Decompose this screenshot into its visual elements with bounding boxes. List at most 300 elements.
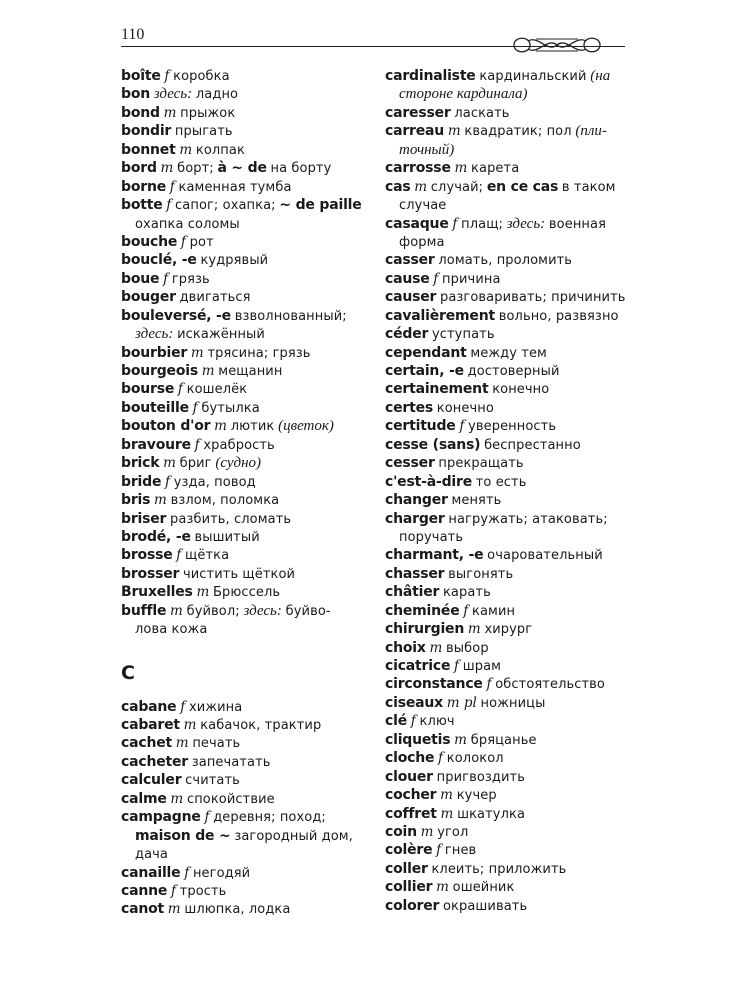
gender-mark: f <box>165 473 170 490</box>
translation: бряцанье <box>470 732 537 748</box>
entry <box>385 786 625 804</box>
entry <box>121 104 363 122</box>
entry <box>385 454 625 472</box>
headword: bonnet <box>121 141 176 158</box>
usage-note: точный) <box>399 141 455 158</box>
translation: деревня; поход; <box>213 810 326 826</box>
headword: colère <box>385 842 433 859</box>
entry <box>121 790 363 808</box>
entry <box>385 436 625 454</box>
gender-mark: f <box>180 698 186 715</box>
headword: cesser <box>385 455 435 472</box>
entry <box>121 882 363 900</box>
translation: кудрявый <box>200 253 269 269</box>
usage-note: (пли- <box>575 123 607 140</box>
translation: уверенность <box>468 419 557 435</box>
entry <box>121 510 363 528</box>
headword: carreau <box>385 123 445 140</box>
page-number: 110 <box>121 26 145 43</box>
headword: calme <box>121 790 167 807</box>
headword: bouleversé, -e <box>121 307 231 324</box>
entry <box>385 122 625 140</box>
translation: вышитый <box>194 529 260 545</box>
entry <box>121 159 363 177</box>
headword: chirurgien <box>385 621 465 638</box>
entry <box>121 528 363 546</box>
entry <box>121 491 363 509</box>
headword: bondir <box>121 123 172 140</box>
gender-mark: f <box>204 809 210 826</box>
translation: конечно <box>436 400 494 416</box>
entry <box>385 823 625 841</box>
translation: ножницы <box>480 695 546 711</box>
translation: поручать <box>399 529 464 545</box>
translation: ломать, проломить <box>438 253 573 269</box>
translation: то есть <box>475 474 527 490</box>
headword: caresser <box>385 104 451 121</box>
gender-mark: m <box>163 104 177 121</box>
gender-mark: m <box>183 717 197 733</box>
gender-mark: f <box>436 842 442 859</box>
entry <box>121 771 363 789</box>
headword: charmant, -e <box>385 547 484 564</box>
translation: карать <box>442 585 491 601</box>
headword: buffle <box>121 602 167 619</box>
gender-mark: f <box>452 215 458 232</box>
entry <box>121 251 363 269</box>
translation: угол <box>437 824 469 840</box>
entry-continuation <box>385 196 625 214</box>
usage-note: здесь: <box>243 602 282 619</box>
translation: квадратик; пол <box>464 124 572 140</box>
phrase: ~ de paille <box>279 197 362 214</box>
gender-mark: m <box>454 160 468 177</box>
translation: пригвоздить <box>436 769 525 785</box>
translation: буйво- <box>285 603 331 619</box>
translation: дача <box>135 847 169 863</box>
translation: гнев <box>444 843 477 859</box>
left-column <box>121 67 363 919</box>
entry <box>385 712 625 730</box>
translation: клеить; приложить <box>431 861 567 877</box>
headword: carrosse <box>385 160 451 177</box>
translation: ласкать <box>454 105 510 121</box>
headword: coin <box>385 823 417 840</box>
headword: cause <box>385 270 430 287</box>
translation: выгонять <box>448 566 514 582</box>
usage-note: здесь: <box>506 215 546 232</box>
phrase: à ~ de <box>217 160 267 177</box>
headword: calculer <box>121 772 182 789</box>
translation: нагружать; атаковать; <box>448 511 608 527</box>
headword: borne <box>121 178 167 195</box>
headword: certain, -e <box>385 363 464 379</box>
entry <box>121 864 363 882</box>
headword: casser <box>385 252 435 269</box>
translation: прекращать <box>438 456 524 472</box>
entry <box>385 399 625 417</box>
section-letter: C <box>121 661 135 684</box>
headword: ciseaux <box>385 694 443 711</box>
ornament-icon <box>508 32 606 58</box>
translation: Брюссель <box>213 585 281 601</box>
headword: cachet <box>121 735 172 752</box>
headword: coller <box>385 860 428 877</box>
translation: бутылка <box>201 400 260 416</box>
entry <box>121 85 363 103</box>
usage-note: (судно) <box>215 455 262 472</box>
entry <box>121 716 363 734</box>
gender-mark: f <box>180 233 186 250</box>
entry <box>121 808 363 826</box>
gender-mark: f <box>166 197 172 214</box>
entry <box>385 731 625 749</box>
gender-mark: f <box>463 602 469 619</box>
entry-continuation <box>121 325 363 343</box>
translation: окрашивать <box>443 898 528 914</box>
gender-mark: f <box>184 864 190 881</box>
entry-continuation <box>385 233 625 251</box>
entry-continuation <box>385 141 625 159</box>
usage-note: здесь: <box>153 86 193 103</box>
entry <box>121 436 363 454</box>
translation: прыжок <box>180 105 236 121</box>
translation: между тем <box>470 345 547 361</box>
gender-mark: m <box>175 735 189 752</box>
translation: случае <box>399 198 447 214</box>
entry <box>385 620 625 638</box>
entry <box>385 288 625 306</box>
gender-mark: m pl <box>446 694 477 711</box>
translation: разбить, сломать <box>170 511 292 527</box>
headword: canot <box>121 901 165 918</box>
headword: cliquetis <box>385 731 451 748</box>
translation: плащ; <box>461 216 504 232</box>
entry <box>121 196 363 214</box>
entry <box>385 307 625 325</box>
gender-mark: f <box>176 547 182 564</box>
entry <box>121 753 363 771</box>
entry <box>385 583 625 601</box>
usage-note: здесь: <box>135 326 174 343</box>
headword: canne <box>121 882 168 899</box>
headword: coffret <box>385 805 437 822</box>
entry <box>121 734 363 752</box>
gender-mark: f <box>194 436 200 453</box>
usage-note: (на <box>590 68 611 84</box>
translation: трясина; грязь <box>207 345 311 361</box>
headword: cependant <box>385 344 467 361</box>
translation: кардинальский <box>479 69 587 84</box>
entry <box>385 675 625 693</box>
entry <box>121 546 363 564</box>
translation: каменная тумба <box>178 179 292 195</box>
headword: c'est-à-dire <box>385 473 472 490</box>
entry <box>121 399 363 417</box>
translation: шрам <box>462 659 502 674</box>
entry <box>385 417 625 435</box>
headword: chasser <box>385 565 445 582</box>
entry <box>385 768 625 786</box>
entry <box>385 860 625 878</box>
headword: cabane <box>121 698 177 715</box>
entry <box>385 67 625 85</box>
translation: военная <box>548 216 607 232</box>
entry <box>121 362 363 380</box>
gender-mark: m <box>201 363 215 379</box>
headword: circonstance <box>385 676 483 693</box>
entry <box>385 694 625 712</box>
translation: сапог; охапка; <box>175 198 276 214</box>
headword: bride <box>121 473 162 490</box>
headword: cavalièrement <box>385 307 495 324</box>
headword: cabaret <box>121 717 180 733</box>
headword: bourbier <box>121 344 188 361</box>
translation: форма <box>399 234 445 250</box>
translation: карета <box>471 161 520 177</box>
gender-mark: m <box>170 790 184 807</box>
entry <box>385 878 625 896</box>
translation: колпак <box>195 142 245 158</box>
translation: очаровательный <box>487 548 603 564</box>
translation: лова кожа <box>135 622 208 638</box>
headword: cas <box>385 178 411 195</box>
gender-mark: f <box>169 178 175 195</box>
headword: collier <box>385 879 433 896</box>
translation: разговаривать; причинить <box>440 290 626 306</box>
headword: charger <box>385 510 445 527</box>
entry <box>385 251 625 269</box>
translation: хирург <box>484 622 533 638</box>
translation: считать <box>185 773 240 789</box>
headword: bourse <box>121 381 175 398</box>
entry <box>121 698 363 716</box>
translation: кучер <box>456 788 497 804</box>
headword: cicatrice <box>385 658 451 674</box>
entry <box>121 233 363 251</box>
entry <box>121 454 363 472</box>
headword: brosser <box>121 565 180 582</box>
entry <box>121 67 363 85</box>
headword: cocher <box>385 787 437 804</box>
translation: храбрость <box>203 437 275 453</box>
gender-mark: m <box>190 344 204 361</box>
entry-continuation <box>121 620 363 638</box>
translation: буйвол; <box>186 603 240 619</box>
gender-mark: m <box>454 731 467 748</box>
translation: лютик <box>230 419 275 435</box>
headword: clouer <box>385 768 433 785</box>
entry <box>385 104 625 122</box>
translation: бриг <box>179 456 212 472</box>
gender-mark: m <box>429 639 443 656</box>
translation: коробка <box>173 69 230 84</box>
entry <box>385 473 625 491</box>
gender-mark: f <box>192 399 198 416</box>
translation: щётка <box>185 548 230 564</box>
headword: boue <box>121 270 160 287</box>
headword: bond <box>121 104 160 121</box>
gender-mark: m <box>163 455 176 472</box>
entry-continuation <box>385 528 625 546</box>
translation: выбор <box>446 640 489 656</box>
entry <box>121 122 363 140</box>
entry <box>385 805 625 823</box>
headword: bourgeois <box>121 363 198 379</box>
headword: bouche <box>121 233 178 250</box>
entry <box>385 546 625 564</box>
gender-mark: m <box>436 879 449 896</box>
headword: clé <box>385 713 407 730</box>
translation: чистить щёткой <box>182 566 296 582</box>
headword: bouclé, -e <box>121 252 197 269</box>
translation: охапка соломы <box>135 216 240 232</box>
entry <box>121 900 363 918</box>
translation: ошейник <box>452 880 515 896</box>
entry <box>121 473 363 491</box>
gender-mark: m <box>447 123 461 140</box>
translation: беспрестанно <box>484 437 581 453</box>
translation: случай; <box>430 179 484 195</box>
translation: кабачок, трактир <box>200 718 322 733</box>
entry <box>121 307 363 325</box>
entry <box>385 749 625 767</box>
entry <box>121 380 363 398</box>
headword: cheminée <box>385 602 460 619</box>
headword: colorer <box>385 897 440 914</box>
entry <box>385 491 625 509</box>
phrase: maison de ~ <box>135 827 231 844</box>
entry <box>385 215 625 233</box>
translation: прыгать <box>174 124 233 140</box>
entry <box>385 159 625 177</box>
translation: конечно <box>492 382 550 398</box>
gender-mark: m <box>440 787 453 804</box>
translation: колокол <box>446 751 504 767</box>
entry <box>385 639 625 657</box>
usage-note: (цветок) <box>278 418 334 435</box>
entry <box>121 141 363 159</box>
translation: взлом, поломка <box>170 493 280 509</box>
entry <box>121 288 363 306</box>
headword: bon <box>121 86 151 103</box>
gender-mark: f <box>410 713 416 730</box>
gender-mark: m <box>467 621 481 638</box>
translation: ключ <box>419 714 455 730</box>
translation: рот <box>189 234 214 250</box>
translation: запечатать <box>191 754 271 770</box>
translation: камин <box>472 603 516 619</box>
header-rule <box>121 46 625 47</box>
headword: botte <box>121 197 163 214</box>
translation: вольно, развязно <box>498 308 619 324</box>
headword: bouton d'or <box>121 418 211 435</box>
entry <box>121 583 363 601</box>
headword: certitude <box>385 418 456 435</box>
headword: Bruxelles <box>121 584 193 601</box>
headword: certainement <box>385 381 489 398</box>
translation: печать <box>192 736 241 752</box>
headword: brodé, -e <box>121 528 191 545</box>
translation: взволнованный; <box>234 308 347 324</box>
entry <box>385 841 625 859</box>
entry-continuation <box>385 85 625 103</box>
gender-mark: m <box>414 178 428 195</box>
translation: хижина <box>188 699 243 715</box>
gender-mark: m <box>170 602 183 619</box>
headword: cesse (sans) <box>385 436 481 453</box>
headword: bravoure <box>121 436 191 453</box>
translation: на борту <box>270 161 332 177</box>
translation: борт; <box>177 161 214 177</box>
headword: cacheter <box>121 753 188 770</box>
right-column <box>385 67 625 915</box>
headword: certes <box>385 399 434 416</box>
translation: обстоятельство <box>495 677 605 693</box>
translation: причина <box>442 271 501 287</box>
gender-mark: f <box>163 270 169 287</box>
entry <box>121 565 363 583</box>
headword: bord <box>121 160 157 177</box>
entry <box>385 657 625 675</box>
gender-mark: m <box>179 141 193 158</box>
translation: узда, повод <box>173 474 256 490</box>
translation: достоверный <box>467 364 560 379</box>
gender-mark: m <box>160 160 174 177</box>
gender-mark: m <box>440 805 454 822</box>
entry <box>385 380 625 398</box>
entry <box>385 344 625 362</box>
headword: campagne <box>121 809 201 826</box>
gender-mark: f <box>459 418 465 435</box>
entry <box>385 510 625 528</box>
translation: уступать <box>431 327 495 343</box>
translation: мещанин <box>218 364 283 379</box>
gender-mark: f <box>164 68 170 84</box>
entry <box>385 897 625 915</box>
headword: brosse <box>121 547 173 564</box>
headword: cardinaliste <box>385 68 476 84</box>
headword: céder <box>385 326 429 343</box>
headword: canaille <box>121 864 181 881</box>
translation: двигаться <box>179 290 251 306</box>
gender-mark: m <box>167 901 181 918</box>
entry <box>385 362 625 380</box>
translation: трость <box>179 883 227 899</box>
headword: choix <box>385 639 426 656</box>
translation: негодяй <box>192 865 251 881</box>
entry <box>121 417 363 435</box>
gender-mark: f <box>453 658 459 674</box>
headword: briser <box>121 510 167 527</box>
translation: загородный дом, <box>234 828 353 844</box>
translation: в таком <box>561 179 616 195</box>
translation: спокойствие <box>186 791 275 807</box>
gender-mark: f <box>486 676 492 693</box>
headword: bris <box>121 492 151 509</box>
headword: brick <box>121 455 160 472</box>
entry <box>385 602 625 620</box>
gender-mark: m <box>214 418 227 435</box>
entry-subline <box>121 827 363 845</box>
translation: грязь <box>171 271 210 287</box>
headword: boîte <box>121 68 161 84</box>
headword: bouteille <box>121 399 189 416</box>
gender-mark: f <box>177 381 183 398</box>
gender-mark: m <box>196 584 210 601</box>
gender-mark: f <box>170 882 176 899</box>
headword: bouger <box>121 289 176 306</box>
